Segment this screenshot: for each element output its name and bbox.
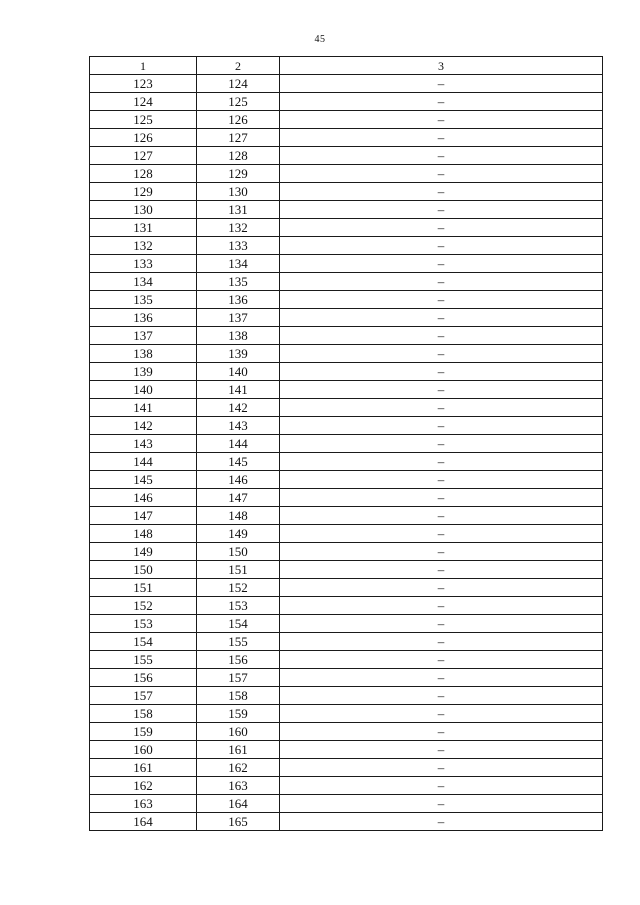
row-end-cell: 131 (197, 201, 280, 219)
row-start-cell: 126 (90, 129, 197, 147)
row-start-cell: 144 (90, 453, 197, 471)
column-header-2: 2 (197, 57, 280, 75)
table-row (90, 669, 603, 687)
row-end-cell: 141 (197, 381, 280, 399)
row-start-cell: 161 (90, 759, 197, 777)
row-start-cell: 158 (90, 705, 197, 723)
row-start-cell: 123 (90, 75, 197, 93)
column-header-1: 1 (90, 57, 197, 75)
row-end-cell: 142 (197, 399, 280, 417)
value-cell: – (280, 489, 603, 507)
row-start-cell: 164 (90, 813, 197, 831)
row-end-cell: 133 (197, 237, 280, 255)
table-row (90, 345, 603, 363)
table-row (90, 759, 603, 777)
page-number: 45 (314, 34, 326, 45)
row-end-cell: 135 (197, 273, 280, 291)
value-cell: – (280, 669, 603, 687)
table-body (90, 75, 603, 831)
row-end-cell: 151 (197, 561, 280, 579)
row-start-cell: 139 (90, 363, 197, 381)
row-start-cell: 162 (90, 777, 197, 795)
row-end-cell: 157 (197, 669, 280, 687)
table-row (90, 705, 603, 723)
row-start-cell: 134 (90, 273, 197, 291)
row-start-cell: 147 (90, 507, 197, 525)
table-row (90, 129, 603, 147)
value-cell: – (280, 543, 603, 561)
row-start-cell: 142 (90, 417, 197, 435)
value-cell: – (280, 363, 603, 381)
table-row (90, 309, 603, 327)
table-row (90, 795, 603, 813)
value-cell: – (280, 759, 603, 777)
row-end-cell: 163 (197, 777, 280, 795)
value-cell: – (280, 399, 603, 417)
row-end-cell: 160 (197, 723, 280, 741)
table-row (90, 291, 603, 309)
value-cell: – (280, 453, 603, 471)
table-row (90, 633, 603, 651)
table-row (90, 651, 603, 669)
value-cell: – (280, 381, 603, 399)
row-start-cell: 163 (90, 795, 197, 813)
row-end-cell: 147 (197, 489, 280, 507)
row-start-cell: 131 (90, 219, 197, 237)
row-start-cell: 135 (90, 291, 197, 309)
table-row (90, 381, 603, 399)
value-cell: – (280, 93, 603, 111)
value-cell: – (280, 705, 603, 723)
row-end-cell: 140 (197, 363, 280, 381)
value-cell: – (280, 651, 603, 669)
row-start-cell: 136 (90, 309, 197, 327)
value-cell: – (280, 273, 603, 291)
table-row (90, 273, 603, 291)
row-end-cell: 136 (197, 291, 280, 309)
table-row (90, 75, 603, 93)
row-start-cell: 159 (90, 723, 197, 741)
row-start-cell: 124 (90, 93, 197, 111)
row-start-cell: 143 (90, 435, 197, 453)
value-cell: – (280, 471, 603, 489)
value-cell: – (280, 435, 603, 453)
row-end-cell: 162 (197, 759, 280, 777)
table-row (90, 219, 603, 237)
row-start-cell: 153 (90, 615, 197, 633)
row-end-cell: 164 (197, 795, 280, 813)
row-end-cell: 150 (197, 543, 280, 561)
value-cell: – (280, 327, 603, 345)
row-start-cell: 130 (90, 201, 197, 219)
table-row (90, 471, 603, 489)
row-end-cell: 155 (197, 633, 280, 651)
row-end-cell: 154 (197, 615, 280, 633)
row-start-cell: 137 (90, 327, 197, 345)
row-end-cell: 130 (197, 183, 280, 201)
value-cell: – (280, 237, 603, 255)
table-row (90, 327, 603, 345)
table-row (90, 507, 603, 525)
row-start-cell: 149 (90, 543, 197, 561)
table-row (90, 363, 603, 381)
row-end-cell: 161 (197, 741, 280, 759)
table-row (90, 597, 603, 615)
row-end-cell: 125 (197, 93, 280, 111)
row-end-cell: 132 (197, 219, 280, 237)
row-start-cell: 156 (90, 669, 197, 687)
value-cell: – (280, 597, 603, 615)
value-cell: – (280, 183, 603, 201)
value-cell: – (280, 813, 603, 831)
row-end-cell: 138 (197, 327, 280, 345)
table-row (90, 93, 603, 111)
row-start-cell: 154 (90, 633, 197, 651)
table-row (90, 561, 603, 579)
row-end-cell: 143 (197, 417, 280, 435)
value-cell: – (280, 75, 603, 93)
table-row (90, 237, 603, 255)
value-cell: – (280, 219, 603, 237)
row-end-cell: 124 (197, 75, 280, 93)
value-cell: – (280, 615, 603, 633)
table-row (90, 489, 603, 507)
table-row (90, 525, 603, 543)
value-cell: – (280, 633, 603, 651)
row-start-cell: 146 (90, 489, 197, 507)
row-end-cell: 127 (197, 129, 280, 147)
table-row (90, 543, 603, 561)
value-cell: – (280, 417, 603, 435)
table-row (90, 453, 603, 471)
row-end-cell: 128 (197, 147, 280, 165)
row-start-cell: 125 (90, 111, 197, 129)
table-row (90, 777, 603, 795)
row-start-cell: 141 (90, 399, 197, 417)
value-cell: – (280, 255, 603, 273)
value-cell: – (280, 165, 603, 183)
table-row (90, 579, 603, 597)
row-end-cell: 145 (197, 453, 280, 471)
table-row (90, 615, 603, 633)
value-cell: – (280, 795, 603, 813)
row-start-cell: 138 (90, 345, 197, 363)
row-start-cell: 155 (90, 651, 197, 669)
row-start-cell: 132 (90, 237, 197, 255)
value-cell: – (280, 507, 603, 525)
row-end-cell: 146 (197, 471, 280, 489)
value-cell: – (280, 525, 603, 543)
row-start-cell: 148 (90, 525, 197, 543)
value-cell: – (280, 579, 603, 597)
row-end-cell: 134 (197, 255, 280, 273)
column-header-3: 3 (280, 57, 603, 75)
row-start-cell: 145 (90, 471, 197, 489)
row-end-cell: 129 (197, 165, 280, 183)
table-row (90, 435, 603, 453)
row-start-cell: 151 (90, 579, 197, 597)
table-row (90, 183, 603, 201)
value-cell: – (280, 777, 603, 795)
row-end-cell: 144 (197, 435, 280, 453)
table-row (90, 741, 603, 759)
row-start-cell: 140 (90, 381, 197, 399)
row-end-cell: 156 (197, 651, 280, 669)
table-row (90, 399, 603, 417)
row-end-cell: 139 (197, 345, 280, 363)
row-start-cell: 152 (90, 597, 197, 615)
row-end-cell: 137 (197, 309, 280, 327)
table-row (90, 723, 603, 741)
table-row (90, 165, 603, 183)
value-cell: – (280, 561, 603, 579)
table-row (90, 417, 603, 435)
data-table (89, 56, 603, 831)
value-cell: – (280, 111, 603, 129)
table-row (90, 255, 603, 273)
value-cell: – (280, 129, 603, 147)
table-row (90, 147, 603, 165)
value-cell: – (280, 345, 603, 363)
value-cell: – (280, 291, 603, 309)
value-cell: – (280, 201, 603, 219)
table-row (90, 111, 603, 129)
row-end-cell: 152 (197, 579, 280, 597)
row-start-cell: 150 (90, 561, 197, 579)
row-end-cell: 165 (197, 813, 280, 831)
table-header-row (90, 57, 603, 75)
row-end-cell: 148 (197, 507, 280, 525)
table-row (90, 201, 603, 219)
value-cell: – (280, 147, 603, 165)
row-start-cell: 129 (90, 183, 197, 201)
row-start-cell: 127 (90, 147, 197, 165)
value-cell: – (280, 309, 603, 327)
row-start-cell: 157 (90, 687, 197, 705)
row-end-cell: 149 (197, 525, 280, 543)
table-row (90, 813, 603, 831)
row-end-cell: 153 (197, 597, 280, 615)
row-end-cell: 126 (197, 111, 280, 129)
row-end-cell: 159 (197, 705, 280, 723)
row-start-cell: 128 (90, 165, 197, 183)
value-cell: – (280, 723, 603, 741)
row-end-cell: 158 (197, 687, 280, 705)
value-cell: – (280, 687, 603, 705)
row-start-cell: 160 (90, 741, 197, 759)
value-cell: – (280, 741, 603, 759)
row-start-cell: 133 (90, 255, 197, 273)
table-row (90, 687, 603, 705)
